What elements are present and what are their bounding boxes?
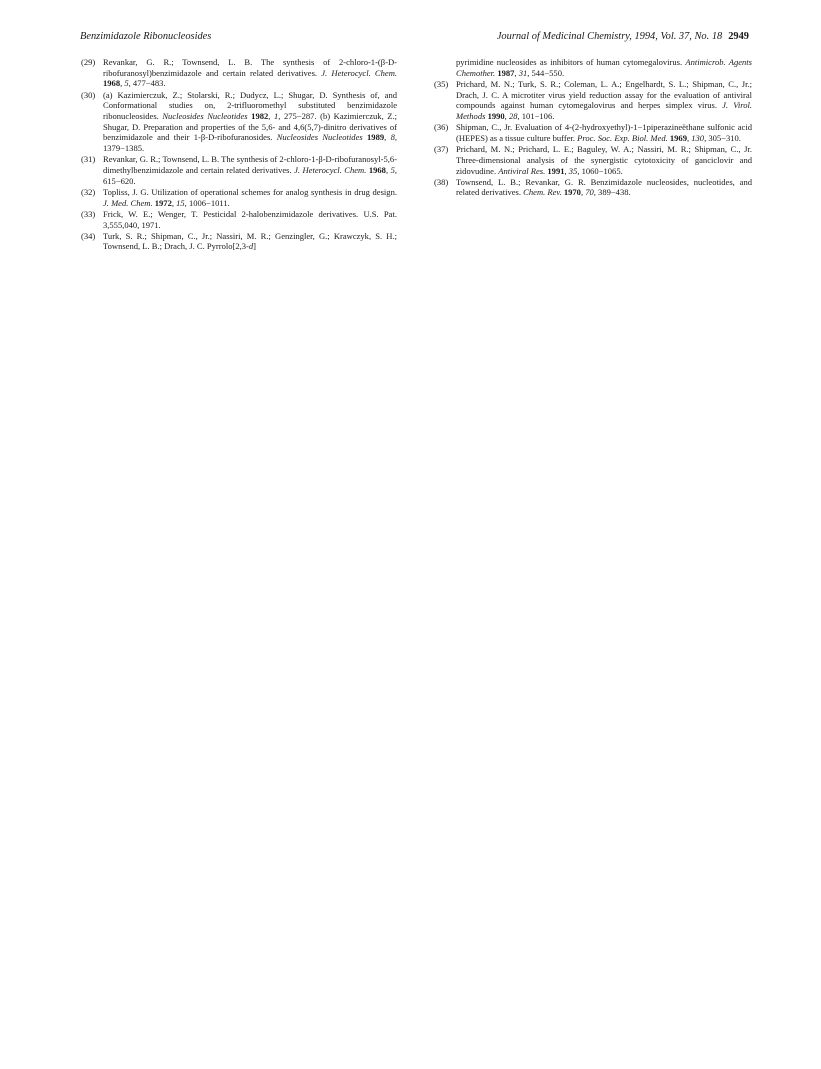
reference-text: 1991 bbox=[547, 165, 565, 176]
reference-text: , 305−310. bbox=[704, 132, 741, 143]
reference-text: , 389−438. bbox=[593, 187, 631, 198]
reference-text: , 1060−1065. bbox=[577, 165, 623, 176]
reference-text: , 101−106. bbox=[517, 111, 555, 122]
reference-text: J. Heterocycl. Chem. bbox=[294, 165, 367, 176]
reference-text: ] bbox=[253, 241, 257, 252]
reference-entry bbox=[81, 154, 397, 186]
reference-text: , 1379−1385. bbox=[103, 132, 397, 154]
reference-number: (30) bbox=[81, 89, 96, 100]
running-head-title: Benzimidazole Ribonucleosides bbox=[80, 31, 212, 42]
reference-text: , bbox=[580, 187, 586, 198]
reference-text: (a) Kazimierczuk, Z.; Stolarski, R.; Dudycz, L.; Shugar, D. Synthesis of, and Conformational studies on, 2-trifluoromethyl substituted benzimidazole ribonucleosides. bbox=[103, 89, 397, 122]
reference-text: , bbox=[564, 165, 569, 176]
reference-text: Townsend, L. B.; Revankar, G. R. Benzimidazole nucleosides, nucleotides, and related derivatives. bbox=[456, 176, 752, 198]
reference-text: , bbox=[120, 78, 125, 89]
reference-text: 1987 bbox=[497, 67, 515, 78]
reference-text: , 1006−1011. bbox=[184, 197, 230, 208]
running-head-journal bbox=[497, 31, 749, 42]
reference-number: (37) bbox=[434, 144, 449, 155]
reference-text: 28 bbox=[508, 111, 518, 122]
reference-text: , 275−287. (b) Kazimierczuk, Z.; Shugar, D. Preparation and properties of the 5,6- and 4,6(5,7)-dinitro derivatives of benzimidazole and their 1-β-D-ribofuranosides. bbox=[103, 111, 398, 143]
reference-text: , 615−620. bbox=[103, 165, 397, 186]
reference-text: Chem. Rev. bbox=[523, 187, 562, 198]
reference-entry bbox=[434, 57, 752, 78]
page-number: 2949 bbox=[728, 31, 749, 42]
reference-entry bbox=[81, 90, 397, 154]
reference-text: pyrimidine nucleosides as inhibitors of human cytomegalovirus. bbox=[456, 57, 686, 67]
reference-entry bbox=[81, 209, 397, 230]
reference-text: Prichard, M. N.; Turk, S. R.; Coleman, L. A.; Engelhardt, S. L.; Shipman, C., Jr.; Drach, J. C. A microtiter virus yield reduction assay for the evaluation of antiviral compounds against human cytomegalovirus and herpes simplex virus. bbox=[456, 78, 752, 111]
reference-text: J. Med. Chem. bbox=[103, 197, 153, 208]
reference-entry bbox=[81, 57, 397, 89]
reference-number: (34) bbox=[81, 230, 96, 241]
reference-number: (36) bbox=[434, 122, 449, 133]
reference-text: Antimicrob. Agents Chemother. bbox=[456, 57, 752, 78]
reference-text: Frick, W. E.; Wenger, T. Pesticidal 2-halobenzimidazole derivatives. U.S. Pat. 3,555,040, 1971. bbox=[103, 208, 397, 230]
reference-text: 70 bbox=[585, 187, 594, 198]
reference-text: 31 bbox=[518, 67, 528, 78]
reference-text: Topliss, J. G. Utilization of operational schemes for analog synthesis in drug design. bbox=[103, 186, 397, 197]
reference-text: 8 bbox=[390, 132, 395, 143]
reference-text: J. Heterocycl. Chem. bbox=[321, 67, 398, 78]
reference-entry bbox=[434, 79, 752, 122]
reference-text: Revankar, G. R.; Townsend, L. B. The synthesis of 2-chloro-1-β-D-ribofuranosyl-5,6-dimethylbenzimidazole and certain related derivatives. bbox=[103, 154, 397, 176]
reference-text: J. Virol. Methods bbox=[456, 100, 752, 122]
reference-number: (35) bbox=[434, 78, 449, 89]
reference-entry bbox=[81, 231, 397, 252]
reference-number: (38) bbox=[434, 176, 449, 187]
reference-text: 1990 bbox=[487, 111, 505, 122]
reference-number: (29) bbox=[81, 57, 96, 67]
reference-text: 1 bbox=[273, 111, 279, 122]
reference-entry bbox=[434, 122, 752, 143]
reference-text: 130 bbox=[691, 132, 705, 143]
reference-entry bbox=[81, 187, 397, 208]
reference-text: 35 bbox=[568, 165, 578, 176]
reference-entry bbox=[434, 144, 752, 176]
reference-text: , bbox=[268, 111, 274, 122]
reference-text: Nucleosides Nucleotides bbox=[276, 132, 363, 143]
reference-text: , bbox=[385, 165, 391, 176]
reference-number: (32) bbox=[81, 186, 96, 197]
reference-number: (33) bbox=[81, 208, 96, 219]
reference-text: Turk, S. R.; Shipman, C., Jr.; Nassiri, M. R.; Genzingler, G.; Krawczyk, S. H.; Townsend, L. B.; Drach, J. C. Pyrrolo[2,3- bbox=[103, 230, 397, 252]
reference-text: 1972 bbox=[154, 197, 172, 208]
reference-text: , 477−483. bbox=[128, 78, 166, 89]
reference-text: Nucleosides Nucleotides bbox=[162, 111, 248, 122]
reference-text: 1969 bbox=[669, 132, 687, 143]
reference-text: 1982 bbox=[251, 111, 269, 122]
reference-text: Revankar, G. R.; Townsend, L. B. The synthesis of 2-chloro-1-(β-D-ribofuranosyl)benzimidazole and certain related derivatives. bbox=[103, 57, 397, 78]
reference-text: 5 bbox=[124, 78, 129, 89]
reference-text: 1968 bbox=[368, 165, 386, 176]
references-right-column bbox=[434, 57, 752, 199]
reference-text: Shipman, C., Jr. Evaluation of 4-(2-hydroxyethyl)-1−1piperazineëthane sulfonic acid (HEPES) as a tissue culture buffer. bbox=[456, 122, 752, 143]
reference-number: (31) bbox=[81, 154, 96, 165]
reference-text: 1970 bbox=[563, 187, 581, 198]
reference-text: Antiviral Res. bbox=[498, 165, 546, 176]
journal-citation: Journal of Medicinal Chemistry, 1994, Vol. 37, No. 18 bbox=[496, 31, 723, 42]
reference-text: , bbox=[514, 67, 519, 78]
reference-text: Prichard, M. N.; Prichard, L. E.; Baguley, W. A.; Nassiri, M. R.; Shipman, C., Jr. Three-dimensional analysis of the synergistic cytotoxicity of ganciclovir and zidovudine. bbox=[456, 144, 752, 176]
reference-text: d bbox=[248, 241, 254, 252]
reference-text: , bbox=[686, 132, 692, 143]
reference-text: 1968 bbox=[103, 78, 121, 89]
reference-text: , bbox=[384, 132, 391, 143]
reference-entry bbox=[434, 177, 752, 198]
reference-text: , bbox=[504, 111, 509, 122]
references-left-column bbox=[81, 57, 397, 253]
reference-text: 15 bbox=[176, 197, 185, 208]
running-head bbox=[80, 31, 749, 45]
reference-text: Proc. Soc. Exp. Biol. Med. bbox=[577, 132, 668, 143]
reference-text: 1989 bbox=[367, 132, 385, 143]
reference-text: , 544−550. bbox=[527, 67, 565, 78]
reference-text: 5 bbox=[390, 165, 395, 176]
reference-text: , bbox=[171, 197, 177, 208]
